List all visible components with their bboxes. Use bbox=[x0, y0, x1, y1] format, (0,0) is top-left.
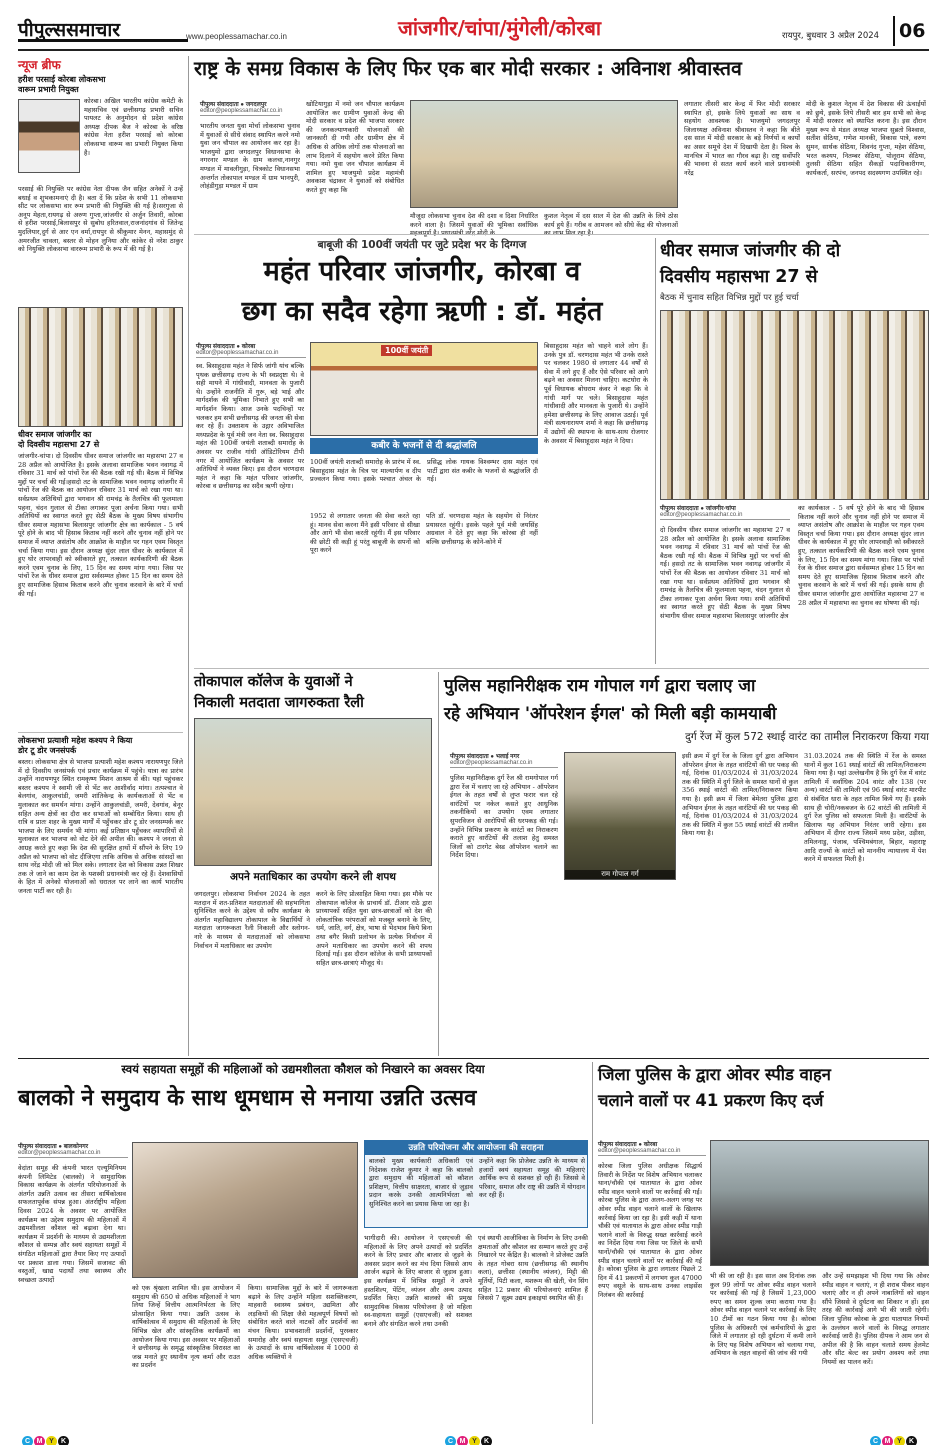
story3-email[interactable]: editor@peoplessamachar.co.in bbox=[660, 512, 743, 518]
story5-col1: पुलिस महानिरीक्षक दुर्ग रेंज श्री रामगोपाल गर्ग द्वारा रेंज में चलाए जा रहे अभियान - ऑपरेशन ईगल के तहत वर्षों से लुप्त फरार चल रहे वारंटियों पर नकेल कसते हुए आधुनिक तकनीकियों का उपयोग एवम लगातार सुपरविजन से आरोपियों की धरपकड़ की गई। उन्होंने विभिन्न प्रकरण के वारंटों का निराकरण कराते हुए वारंटियों की तलाश हेतु समस्त जिलों को टारगेट बेस्ड ऑपरेशन चलाने का निर्देश दिया। bbox=[450, 774, 558, 860]
story2-col1: स्व. बिसाहूदास महंत ने सिर्फ जांगी यांच बल्कि पृथक छत्तीसगढ़ राज्य के भी स्वप्नदृष्टा थे। वे सही मायने में गांधीवादी, मानवता के पुजारी थे। उन्होंने राजनीति में गुरू, बड़े भाई और मार्गदर्शक की भूमिका निभाते हुए सभी का मार्गदर्शन किया। आज उनके पदचिन्हों पर चलकर हम सभी छत्तीसगढ़ की जनता की सेवा कर रहे हैं। उक्ताशय के उद्गार अविभाजित मध्यप्रदेश के पूर्व मंत्री जन नेता स्व. बिसाहूदास महंत की 100वीं जयंती शताब्दी समारोह के अवसर पर राजीव गांधी ऑडिटोरियम टीपी नगर में आयोजित कार्यक्रम के अवसर पर अतिथियों ने व्यक्त किए। इस दौरान चरणदास महंत ने कहा कि महंत परिवार जांजगीर, कोरबा व छत्तीसगढ़ का सदैव ऋणी रहेगा। bbox=[196, 362, 304, 491]
story6-box-col1: बालको मुख्य कार्यकारी अधिकारी एवं निदेशक राजेश कुमार ने कहा कि बालको द्वारा समुदाय की महिलाओं को कौशल प्रशिक्षण, वित्तीय साक्षरता, बाजार से जुड़ाव प्रदान करके उनकी आत्मनिर्भरता को सुनिश्चित करने का प्रयास किया जा रहा है। bbox=[369, 1157, 473, 1208]
page-number: 06 bbox=[893, 16, 929, 46]
brief3-title-line1: लोकसभा प्रत्याशी महेश कश्यप ने किया bbox=[18, 736, 133, 745]
story6-kicker: स्वयं सहायता समूहों की महिलाओं को उद्यमशीलता कौशल को निखारने का अवसर दिया bbox=[121, 1062, 485, 1076]
cmyk-c: C bbox=[22, 1436, 33, 1445]
cmyk-marks-left bbox=[22, 1428, 70, 1445]
story6-headline[interactable]: बालको ने समुदाय के साथ धूमधाम से मनाया उन्नति उत्सव bbox=[18, 1086, 477, 1111]
brief1-text-b: परसाई की नियुक्ति पर कांग्रेस नेता दीपक जैन सहित अनेकों ने उन्हें बधाई व शुभकामनाएं दी है। बता दें कि प्रदेश के सभी 11 लोकसभा सीट पर लोकसभा वार रूम प्रभारी की नियुक्ति की गई है।सरगुजा से अनूप मेहता,रायगढ़ से अरुण गुप्ता,जांजगीर से अर्जुन तिवारी, कोरबा से हरीश परसाई,बिलासपुर से सुबोध हरितवाल,राजनांदगांव से जितेन्द्र मुदलियार,दुर्ग से आर एन वर्मा,रायपुर से श्रीकुमार मेनन, महासमुंद से अमरजीत चावला, बस्तर से मोहन लुनिया और कांकेर से नरेश ठाकुर को नियुक्ति लोकसभा वाररूम प्रभारी के रूप में की गई है। bbox=[18, 185, 183, 254]
section-title: जांजगीर/चांपा/मुंगेली/कोरबा bbox=[398, 16, 602, 40]
story4-headline-line1[interactable]: तोकापाल कॉलेज के युवाओं ने bbox=[194, 674, 353, 690]
brief1-portrait-photo bbox=[18, 99, 80, 173]
brief3-title-line2: डोर टू डोर जनसंपर्क bbox=[18, 746, 77, 755]
story5-photo bbox=[564, 752, 676, 880]
cmyk-k: K bbox=[906, 1436, 917, 1445]
story4-photo bbox=[194, 718, 432, 866]
logo-sub: समाचार bbox=[66, 19, 121, 41]
brief1-text-a-body: कोरबा। अखिल भारतीय कांग्रेस कमेटी के महासचिव एवं छत्तीसगढ़ प्रभारी सचिन पायलट के अनुमोदन से प्रदेश कांग्रेस अध्यक्ष दीपक बैज ने कोरबा के वरिष्ठ कांग्रेस नेता हरीश परसाई को कोरबा लोकसभा वारूम का प्रभारी नियुक्त किया है। bbox=[84, 97, 183, 157]
brief2-text: जांजगीर-चांपा। दो दिवसीय धीवर समाज जांजगीर का महासभा 27 व 28 अप्रैल को आयोजित है। इसके अलावा सामाजिक भवन नवागढ़ में रविवार 31 मार्च को पांचों रेंज की बैठक रखी गई थी। बैठक में विभिन्न मुद्दों पर चर्चा की गई।हसदो तट के सामाजिक भवन नवागढ़ जांजगीर में पांचों रेंज की बैठक का आयोजन रविवार 31 मार्च को रखा गया था। सर्वप्रथम अतिथियों द्वारा भगवान श्री रामचंद्र के तैलचित्र की फूलमाला पहना, चंदन गुलाल से टीका लगाकर पूजा अर्चना किया गया। सभी अतिथियों का स्वागत करते हुए सेठी बैठक के मुख्य विषय संभागीय धीवर समाज महासभा बिलासपुर जांजगीर क्षेत्र का कार्यकाल - 5 वर्ष पूरे होने के बाद भी हिसाब किताब नहीं करने और चुनाव नहीं होने पर समाज में व्याप्त असंतोष और आक्रोश के माहौल पर गहन एवम विस्तृत चर्चा किया गया। इस दौरान अध्यक्ष सुंदर लाल धीवर के कार्यकाल में हुए घोर लापरवाही को स्वीकारते हुए, तत्काल कार्यकारिणी की बैठक करने एवम चुनाव के लिए, 15 दिन का समय मांगा गया। जिस पर पांचों रेंज के धीवर समाज द्वारा सर्वसम्मत होकर 15 दिन का समय देते हुए सामाजिक हिसाब किताब करने और चुनाव करवाने के बारे में चर्चा की गई। bbox=[18, 452, 183, 598]
story1-col4: कुशल नेतृत्व में दस साल में देश की उन्नति के लिये ठोस कार्य हुये हैं। गरीब व आमजन को सीधे केंद्र की योजनाओं bbox=[544, 212, 678, 229]
cmyk-y: Y bbox=[46, 1436, 57, 1445]
story2-sub-text: 100वीं जयंती शताब्दी समारोह के प्रारंभ में स्व. बिसाहूदास महंत के चित्र पर माल्यार्पण व दीप प्रज्वलन किया गया। इसके पश्चात अंचल के प्रसिद्ध लोक गायक विश्वम्भर दास महंत एवं पार्टी द्वारा संत कबीर के भजनों से श्रद्धांजलि दी गई। bbox=[310, 458, 538, 484]
story2-photo bbox=[310, 342, 538, 436]
story6-col1: वेदांता समूह की कंपनी भारत एल्यूमिनियम कंपनी लिमिटेड (बालको) ने सामुदायिक विकास कार्यक्रम के अंतर्गत परियोजनाओं के अंतर्गत उन्नति उत्सव का तीसरा वार्षिकोत्सव सफलतापूर्वक संपन्न हुआ। अंतर्राष्ट्रीय महिला दिवस 2024 के अवसर पर आयोजित कार्यक्रम का उद्देश्य समुदाय की महिलाओं में उद्यमशीलता कौशल को बढ़ावा देना था। कार्यक्रम में प्रदर्शनी के माध्यम से उद्यमशीलता कौशल से सम्पन्न और स्वयं सहायता समूहों में संगठित महिलाओं द्वारा तैयार किए गए उत्पादों पर प्रकाश डाला गया। जिसमें सजावट की वस्तुओं, खाद्य पदार्थों तथा स्वास्थ्य और स्वच्छता उत्पादों bbox=[18, 1164, 126, 1284]
cmyk-k: K bbox=[58, 1436, 69, 1445]
story2-byline: पीपुल्स संवाददाता ● कोरबा editor@peoplessamachar.co.in bbox=[196, 342, 306, 358]
story3-headline-line2[interactable]: दिवसीय महासभा 27 से bbox=[660, 267, 818, 287]
cmyk-y: Y bbox=[469, 1436, 480, 1445]
story3-byline: पीपुल्स संवाददाता ● जांजगीर-चांपा editor@peoplessamachar.co.in bbox=[660, 504, 790, 520]
story1-photo bbox=[410, 100, 678, 208]
story1-col5: लगातार तीसरी बार केन्द्र में फिर मोदी सरकार स्थापित हो, इसके लिये युवाओं का साथ व सहयोग आवश्यक है। भाजयुमो जगदलपुर जिलाध्यक्ष अविनाश श्रीवास्तव ने कहा कि बीते दस साल में मोदी सरकार के बड़े निर्णयों व कार्यों का असर समूचे देश में दिखायी देता है। विश्व के मानचित्र में भारत का गौरव बढ़ा है। राष्ट्र सर्वोपरि की भावना से सतत कार्य करने वाले प्रधानमंत्री नरेंद्र bbox=[684, 100, 800, 177]
story2-sub-caption: कबीर के भजनों से दी श्रद्धांजलि bbox=[310, 438, 538, 454]
story2-col2: 1952 से लगातार जनता की सेवा करते रहा हूं। मानव सेवा करना मैंने इसी परिवार से सीखा और आगे भी सेवा करती रहूंगी। मैं इस परिवार की छोटी सी कड़ी हूं परंतु बाबूजी के सपनों को पूरा करने bbox=[310, 512, 420, 555]
story7-headline-line1[interactable]: जिला पुलिस के द्वारा ओवर स्पीड वाहन bbox=[598, 1065, 831, 1084]
story6-col3: किया। सामाजिक मुद्दों के बारे में जागरूकता बढ़ाने के लिए उन्होंने महिला सशक्तिकरण, माहवारी स्वास्थ्य प्रबंधन, उद्यमिता और लड़कियों की शिक्षा जैसे महत्वपूर्ण विषयों को संबोधित करते वाले नाटकों और प्रदर्शनों का मंचन किया। प्रभावशाली प्रदर्शनों, पुरस्कार समारोह और स्वयं सहायता समूह (एसएचजी) के उत्पादों के साथ वार्षिकोत्सव में 1000 से अधिक व्यक्तियों ने bbox=[248, 1284, 358, 1361]
brief2-title-line1: धीवर समाज जांजगीर का bbox=[18, 430, 92, 439]
story5-byline: पीपुल्स संवाददाता ● भलाई नगर editor@peoplessamachar.co.in bbox=[450, 752, 558, 768]
story5-photo-label: राम गोपाल गर्ग bbox=[565, 870, 675, 879]
cmyk-c: C bbox=[445, 1436, 456, 1445]
story1-email[interactable]: editor@peoplessamachar.co.in bbox=[200, 108, 283, 114]
story3-photo bbox=[660, 310, 929, 500]
story6-box-title: उन्नति परियोजना और आयोजना की सराहना bbox=[365, 1141, 587, 1155]
story7-email[interactable]: editor@peoplessamachar.co.in bbox=[598, 1148, 681, 1154]
story6-col4: भागीदारी की। आयोजन ने एसएचजी की महिलाओं के लिए अपने उत्पादों को प्रदर्शित करने के लिए प्रचार और बाजार से जुड़ने के अवसर प्रदान करने का मंच दिया जिससे आय आर्जन बढ़ाने के लिए बाजार से जुड़ाव हुआ। इस कार्यक्रम में विभिन्न समूहों ने अपने हस्तशिल्प, पेंटिंग, व्यंजन और अन्य उत्पाद प्रदर्शित किए। उन्नति बालको की प्रमुख सामुदायिक विकास परियोजना है जो महिला स्व-सहायता समूहों (एसएचजी) को सशक्त बनाने और संगठित करने तथा उनकी bbox=[364, 1234, 472, 1328]
story5 bbox=[444, 672, 929, 1056]
story4-col1: जगदलपुर। लोकसभा निर्वाचन 2024 के तहत मतदान में शत-प्रतिशत मतदाताओं की सहभागिता सुनिश्चित करने के उद्देश्य से स्वीप कार्यक्रम के अंतर्गत महाविद्यालय तोकापाल के विद्यार्थियों ने मतदाता जागरूकता रैली निकाली और स्लोगन-नारे के माध्यम से मतदाताओं को लोकसभा निर्वाचन में मताधिकार का उपयोग bbox=[194, 890, 310, 950]
story2-photo-banner: 100वीं जयंती bbox=[381, 345, 432, 356]
story7-col3: और उन्हें समझाइश भी दिया गया कि ओवर स्पीड वाहन न चलाएं, न ही शराब पीकर वाहन चलाएं और न ही अपने नाबालिगों को वाहन सौंपे जिससे वे दुर्घटना का शिकार न हों। इस तरह की कार्रवाई आगे भी की जाती रहेगी। जिला पुलिस कोरबा के द्वारा यातायात नियमों के उल्लंघन करने वालों के विरुद्ध लगातार कार्रवाई जारी है। पुलिस दीपक ने आम जन से अपील की है कि वाहन चलाते समय हेलमेट और सीट बेल्ट का प्रयोग अवश्य करें तथा नियमों का पालन करें। bbox=[822, 1272, 929, 1366]
story4 bbox=[194, 672, 434, 1056]
story5-headline-line1[interactable]: पुलिस महानिरीक्षक राम गोपाल गर्ग द्वारा चलाए जा bbox=[444, 676, 756, 696]
brief1-title-line2: वारूम प्रभारी नियुक्त bbox=[18, 85, 79, 94]
story1-byline: पीपुल्स संवाददाता ● जगदलपुर editor@peoplessamachar.co.in bbox=[200, 102, 283, 114]
dateline: रायपुर, बुधवार 3 अप्रैल 2024 bbox=[782, 31, 880, 41]
story2 bbox=[194, 238, 650, 664]
story5-subhead: दुर्ग रेंज में कुल 572 स्थाई वारंट का तामील निराकरण किया गया bbox=[685, 731, 929, 743]
story3-headline-line1[interactable]: धीवर समाज जांजगीर की दो bbox=[660, 241, 841, 261]
brief3-text: बस्तर। लोकसभा क्षेत्र से भाजपा प्रत्याशी महेश कश्यप नारायणपुर जिले में दो दिवसीय जनसंपर्क एवं प्रचार कार्यक्रम में पहुंचे। यात्रा का प्रारंभ उन्होंने नारायणपुर स्थित रामकृष्ण मिशन आश्रम से की। यहां पहुंचकर बस्तर कश्यप ने स्वामी जी से भेंट कर आशीर्वाद मांगा। तत्पश्चात वे बेलगांव, आकुलचांडी, जमरी शांतिकेन्द्र के कार्यकताओं से भेंट व मुलाकात कर समर्थन मांगा। उन्होंने आकुलचांडी, जमरी, देवगांव, बेनूर सहित अन्य क्षेत्रों का दौरा कर सभाओं को सम्बोधित किया। साथ ही रात्रि व प्रातः शहर के मुख्य मार्गों में पहुँचकर डोर टू डोर जनसम्पर्क कर भाजपा के लिए समर्थन भी मांगा। कई प्रतिष्ठान पहुँचकर व्यापारियों से मुलाकात कर भाजपा को वोट देने की अपील की। कश्यप ने जनता से आग्रह करते हुए कहा कि देश की सुरक्षित हाथों में सौंपने के लिए 19 अप्रैल को भाजपा को वोट दीजिएगा ताकि अधिक से अधिक सांसदों का साथ नरेंद्र मोदी जी को मिल सके। लगातार देश को विकास उन्नत शिखर तक ले जाने का काम देश के यशस्वी प्रधानमंत्री कर रहे हैं। देशवासियों के हित में अनेको योजनाओं को धरातल पर लाने का कार्य भारतीय जनता पार्टी कर रही है। bbox=[18, 758, 183, 895]
story6-box bbox=[364, 1140, 588, 1228]
story3-col2: का कार्यकाल - 5 वर्ष पूरे होने के बाद भी हिसाब किताब नहीं करने और चुनाव नहीं होने पर समाज में व्याप्त असंतोष और आक्रोश के माहौल पर गहन एवम विस्तृत चर्चा किया गया। इस दौरान अध्यक्ष सुंदर लाल धीवर के कार्यकाल में हुए घोर लापरवाही को स्वीकारते हुए, तत्काल कार्यकारिणी की बैठक करने एवम चुनाव के लिए, 15 दिन का समय मांगा गया। जिस पर पांचों रेंज के धीवर समाज द्वारा सर्वसम्मत होकर 15 दिन का समय देते हुए सामाजिक हिसाब किताब करने और चुनाव करवाने के बारे में चर्चा की गई। इसके साथ ही धीवर समाज जांजगीर द्वारा आयोजित महासभा 27 व 28 अप्रैल में महासभा का चुनाव का घोषणा की गई। bbox=[798, 504, 924, 607]
story7-photo bbox=[710, 1140, 929, 1266]
masthead bbox=[0, 0, 945, 52]
story1-col3: मौजूदा लोकसभा चुनाव देश की दशा व दिशा निर्धारित करने वाला है। जिसमें युवाओं की भूमिका सर्वाधिक bbox=[410, 212, 538, 229]
story1-col1: भारतीय जनता युवा मोर्चा लोकसभा चुनाव में युवाओं से सीधे संवाद स्थापित करने नमो युवा जन चौपाल का आयोजन कर रहा है। भाजयुमो द्वारा जगदलपुर विधानसभा के नगरनार मण्डल के ग्राम कलचा,नानगुर मण्डल में मावलीगुड़ा, चित्रकोट विधानसभा अन्तर्गत तोकापाल मण्डल में ग्राम भानपुरी, लोहंडीगुड़ा मण्डल में ग्राम bbox=[200, 122, 300, 191]
brief2-photo bbox=[18, 307, 183, 427]
story4-photo-caption: अपने मताधिकार का उपयोग करने ली शपथ bbox=[229, 871, 397, 883]
story7-byline: पीपुल्स संवाददाता ● कोरबा editor@peoplessamachar.co.in bbox=[598, 1140, 706, 1156]
story5-email[interactable]: editor@peoplessamachar.co.in bbox=[450, 760, 533, 766]
story2-col3: पति डॉ. चरणदास महंत के सहयोग से निरंतर प्रयासरत रहूंगी। इसके पहले पूर्व मंत्री जयसिंह अग्रवाल ने देते हुए कहा कि कोरबा ही नहीं बल्कि छत्तीसगढ़ के कोने-कोने में bbox=[426, 512, 538, 546]
story2-col4: बिसाहूदास महंत को चाहने वाले लोग हैं। उनके पुत्र डॉ. चरणदास महंत भी उनके रास्ते पर चलकर 1980 से लगातार 44 वर्षों से सेवा में लगे हुए हैं और ऐसे परिवार को आगे बढ़ने का अवसर मिलना चाहिए। कटघोरा के पूर्व विधायक बोधराम कंवर ने कहा कि वे गांधी मार्ग पर चले। बिसाहूदास महंत गांधीवादी और मानवता के पुजारी थे। उन्होंने हमेशा छत्तीसगढ़ के लिए आवाज उठाई। पूर्व मंत्री सत्यनारायण शर्मा ने कहा कि छत्तीसगढ़ में उद्योगों की स्थापना के साथ-साथ रोजगार के अवसर में बिसाहूदास महंत ने दिया। bbox=[544, 342, 648, 445]
brief1-text-a bbox=[18, 97, 183, 185]
story2-headline-line1[interactable]: महंत परिवार जांजगीर, कोरबा व bbox=[263, 256, 581, 287]
cmyk-m: M bbox=[457, 1436, 468, 1445]
story5-col3: 31.03.2024 तक की स्थिति में रेंज के समस्त थानों में कुल 161 स्थाई वारंटों की तामिल/निराकरण किया गया है। यहां उल्लेखनीय है कि दुर्ग रेंज में वारंट तामिली में सर्वाधिक 204 वारंट और 138 (पर अन्य) वारंटों की तामिली एवं 96 स्थाई वारंट मारपीट से संबंधित धारा के तहत तामिल किये गए हैं। इसके साथ ही चोरी/नकबजन के 62 वारंटों की तामिली में दुर्ग रेंज पुलिस को सफलता मिली है। वारंटियों के खिलाफ यह अभियान निरंतर जारी रहेगा। इस अभियान में दीगर राज्य जिसमें मध्य प्रदेश, उड़ीसा, तमिलनाडु, पंजाब, पश्चिमबंगाल, बिहार, महाराष्ट्र आदि राज्यों के वारंटों को माननीय न्यायालय में पेश करने में सफलता मिली है। bbox=[804, 752, 926, 864]
story6-col2: को एक श्रृंखला शामिल थी। इस आयोजन में समुदाय की 650 से अधिक महिलाओं ने भाग लिया जिन्हें वित्तीय आत्मनिर्भरता के लिए प्रोत्साहित किया गया। उन्नति उत्सव के वार्षिकोत्सव में समुदाय की महिलाओं के लिए विभिन्न खेल और सांस्कृतिक कार्यक्रमों का आयोजन किया गया। इस अवसर पर महिलाओं ने छत्तीसगढ़ के समृद्ध सांस्कृतिक विरासत का जश्न मनाते हुए स्थानीय नृत्य कर्मा और राउत का प्रदर्शन bbox=[132, 1284, 240, 1370]
story6-photo bbox=[132, 1142, 358, 1278]
logo-main: पीपुल्स bbox=[18, 19, 67, 41]
story7-col2: भी की जा रही है। इस साल अब दिनांक तक कुल 99 लोगों पर ओवर स्पीड वाहन चलाने पर कार्रवाई की गई है जिसमें 1,23,000 रुपए का समन शुल्क जमा कराया गया है। ओवर स्पीड वाहन चलाने पर कार्रवाई के लिए 10 टीमों का गठन किया गया है। कोरबा पुलिस के अधिकारी एवं कर्मचारियों के द्वारा जिले में लगातार हो रही दुर्घटना में कमी लाने के लिए यह विशेष अभियान को चलाया गया, अभियान के तहत वाहनों की जांच की गयी bbox=[710, 1272, 816, 1358]
story3-col1: दो दिवसीय धीवर समाज जांजगीर का महासभा 27 व 28 अप्रैल को आयोजित है। इसके अलावा सामाजिक भवन नवागढ़ में रविवार 31 मार्च को पांचों रेंज की बैठक रखी गई थी। बैठक में विभिन्न मुद्दों पर चर्चा की गई। हसदो तट के सामाजिक भवन नवागढ़ जांजगीर में पांचों रेंज की बैठक का आयोजन रविवार 31 मार्च को रखा गया था। सर्वप्रथम अतिथियों द्वारा भगवान श्री रामचंद्र के तैलचित्र की फूलमाला पहना, चंदन गुलाल से टीका लगाकर पूजा अर्चना किया गया। सभी अतिथियों का स्वागत करते हुए सेठी बैठक के मुख्य विषय संभागीय धीवर समाज महासभा बिलासपुर जांजगीर क्षेत्र bbox=[660, 526, 790, 620]
story7 bbox=[598, 1062, 929, 1424]
story6-box-col2: उन्होंने कहा कि प्रोजेक्ट उन्नति के माध्यम से हजारों स्वयं सहायता समूह की महिलाएं आर्थिक रूप से सशक्त हो रही हैं। जिससे वे परिवार, समाज और राष्ट्र की उन्नति में योगदान कर रही हैं। bbox=[479, 1157, 585, 1200]
story7-col1: कोरबा जिला पुलिस अधीक्षक सिद्धार्थ तिवारी के निर्देश पर विशेष अभियान चलाकर थाना/चौकी एवं यातायात के द्वारा ओवर स्पीड वाहन चलाने वालों पर कार्रवाई की गई। कोरबा पुलिस के द्वारा अलग-अलग जगह पर ओवर स्पीड वाहन चलाने वालों के खिलाफ कार्रवाई किया जा रहा है। इसी कड़ी में थाना चौकी एवं यातायात के द्वारा ओवर स्पीड गाड़ी चलाने वालों के विरुद्ध सख्त कार्रवाई करने का निर्देश दिया गया जिस पर जिले के सभी थानों/चौकी एवं यातायात के द्वारा ओवर स्पीड वाहन चलाने वालों पर कार्रवाई की गई है। कोरबा पुलिस के द्वारा लगातार पिछले 2 दिन में 41 प्रकरणों में लगभग कुल 47000 रुपए वसूले के साथ-साथ उनका लाइसेंस निलंबन की कार्रवाई bbox=[598, 1162, 702, 1299]
story3 bbox=[660, 238, 929, 664]
story5-headline-line2[interactable]: रहे अभियान 'ऑपरेशन ईगल' को मिली बड़ी कामयाबी bbox=[444, 704, 777, 724]
story2-headline-line2[interactable]: छग का सदैव रहेगा ऋणी : डॉ. महंत bbox=[241, 296, 603, 327]
story6-email[interactable]: editor@peoplessamachar.co.in bbox=[18, 1150, 101, 1156]
story1-col6: मोदी के कुशल नेतृत्व में देश विकास की ऊंचाईयों को छुये, इसके लिये तीसरी बार हम सभी को केन्द्र में मोदी सरकार को स्थापित करना है। इस दौरान मुख्य रूप से मंडल अध्यक्ष भाजपा सुब्रतो विश्वास, सतीश सेठिया, गणेश मानकी, विकास पात्रे, वरुण सुमन, सार्थक सेठिया, शिवनंद गुप्ता, महेश सेठिया, भरत कश्यप, नितम्बर सेठिया, पोलूराम सेठिया, तुलसी सेठिया सहित सैकड़ों पदाधिकारीगण, कार्यकर्ता, सरपंच, जनपद सदस्यगण उपस्थित रहे। bbox=[806, 100, 926, 177]
story2-kicker: बाबूजी की 100वीं जयंती पर जुटे प्रदेश भर के दिग्गज bbox=[317, 239, 527, 251]
news-brief bbox=[18, 56, 183, 1056]
story1-col2: खोटियागुड़ा में नमो जन चौपाल कार्यक्रम आयोजित कर ग्रामीण युवाओं केन्द्र की मोदी सरकार व प्रदेश की भाजपा सरकार की जनकल्याणकारी योजनाओं की जानकारी दी गयी और ग्रामीण क्षेत्र में अधिक से अधिक लोगों तक योजनाओं का लाभ दिलाने में सहयोग करने प्रेरित किया गया। नमो युवा जन चौपाल कार्यक्रम में शामिल हुए भाजयुमो प्रदेश महामंत्री अवकाश चंद्राकर ने युवाओं को संबोधित करते हुए कहा कि bbox=[306, 100, 404, 194]
cmyk-marks-center bbox=[445, 1428, 493, 1445]
cmyk-c: C bbox=[870, 1436, 881, 1445]
cmyk-y: Y bbox=[894, 1436, 905, 1445]
website[interactable]: www.peoplessamachar.co.in bbox=[186, 32, 287, 41]
story6 bbox=[18, 1062, 588, 1424]
story4-headline-line2[interactable]: निकाली मतदाता जागरुकता रैली bbox=[194, 695, 364, 711]
cmyk-k: K bbox=[481, 1436, 492, 1445]
story4-col2: करने के लिए प्रोत्साहित किया गया। इस मौके पर तोकापाल कॉलेज के प्राचार्य डॉ. टीआर राठे द्वारा प्राध्यापकों सहित युवा छात्र-छात्राओं को देश की लोकतांत्रिक परंपराओं को मजबूत बनाने के लिए, धर्म, जाति, वर्ग, क्षेत्र, भाषा से भेदभाव किये बिना तथा बगैर किसी प्रलोभन के प्रत्येक निर्वाचन में अपने मताधिकार का उपयोग करने की शपथ दिलाई गई। इस दौरान कॉलेज के सभी प्राध्यापकों सहित छात्र-छात्राएं मौजूद थे। bbox=[316, 890, 432, 967]
story5-col2: इसी क्रम में दुर्ग रेंज के जिला दुर्ग द्वारा अभियान ऑपरेशन ईगल के तहत वारंटियों की धर पकड़ की गई, दिनांक 01/03/2024 से 31/03/2024 तक की स्थिति में दुर्ग जिले के समस्त थानों से कुल 356 स्थाई वारंटों की तामिल/निराकरण किया गया है। इसी क्रम में जिला बेमेतरा पुलिस द्वारा अभियान ईगल के तहत वारंटियों की धर पकड़ की गई, दिनांक 01/03/2024 से 31/03/2024 तक की स्थिति में कुल 55 स्थाई वारंटों की तामील किया गया है। bbox=[682, 752, 798, 838]
story6-col5: एवं स्थायी आजीविका के निर्माण के लिए उनकी क्षमताओं और कौशल का सम्मान करते हुए उन्हें निखारने पर केंद्रित है। बालको ने प्रोजेक्ट उन्नति के तहत गोबरा साथ (छत्तीसगढ़ की स्थानीय कला), छत्तीसा (स्थानीय व्यंजन), मिट्टी की मूर्तियों, पिटी कला, मशरूम की खेती, चेन सिंग सहित 12 प्रकार की परियोजनाएं शामिल हैं जिससे 7 सूक्ष्म उद्यम इकाइयां स्थापित की हैं। bbox=[478, 1234, 588, 1303]
story7-headline-line2[interactable]: चलाने वालों पर 41 प्रकरण किए दर्ज bbox=[598, 1091, 824, 1110]
cmyk-m: M bbox=[34, 1436, 45, 1445]
brief2-title-line2: दो दिवसीय महासभा 27 से bbox=[18, 440, 100, 449]
logo[interactable] bbox=[18, 16, 188, 42]
story6-byline: पीपुल्स संवाददाता ● बालकोनगर editor@peoplessamachar.co.in bbox=[18, 1142, 128, 1158]
news-brief-label: न्यूज ब्रीफ bbox=[18, 58, 61, 72]
cmyk-m: M bbox=[882, 1436, 893, 1445]
cmyk-marks-right bbox=[870, 1428, 918, 1445]
brief1-title-line1: हरीश परसाई कोरबा लोकसभा bbox=[18, 75, 106, 84]
story2-email[interactable]: editor@peoplessamachar.co.in bbox=[196, 350, 279, 356]
story3-subhead: बैठक में चुनाव सहित विभिन्न मुद्दों पर हुई चर्चा bbox=[660, 293, 799, 303]
story1-headline[interactable]: राष्ट्र के समग्र विकास के लिए फिर एक बार मोदी सरकार : अविनाश श्रीवास्तव bbox=[194, 57, 742, 80]
